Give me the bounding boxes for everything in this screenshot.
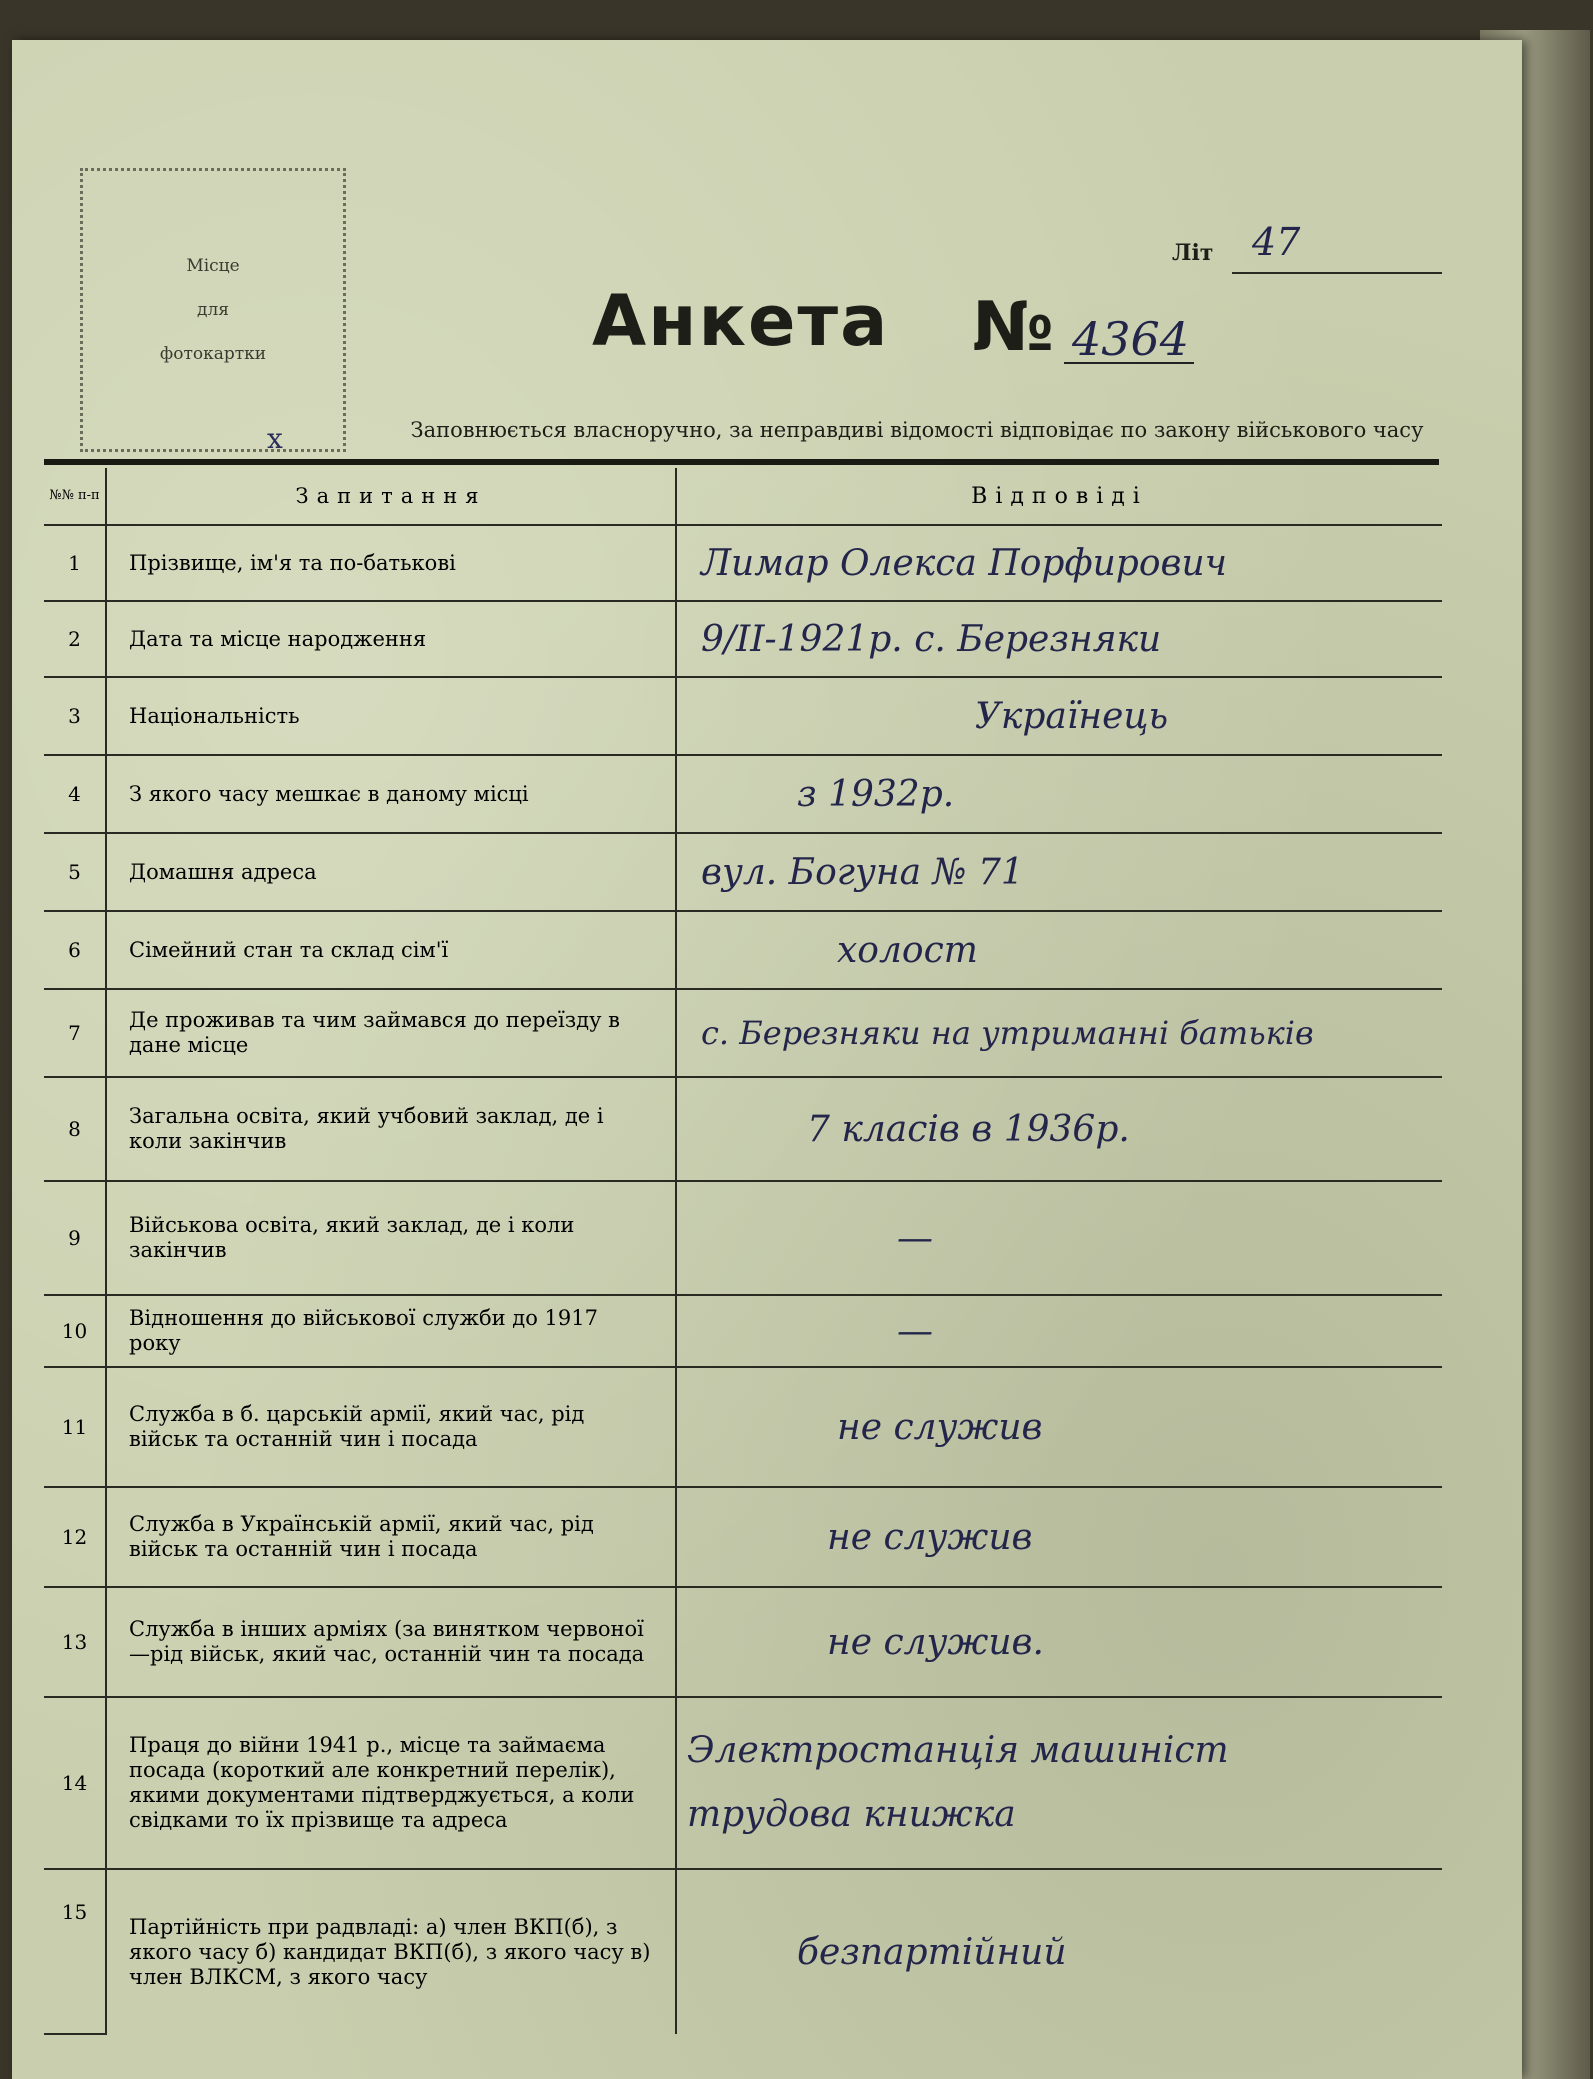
row-number: 2 — [44, 601, 106, 677]
table-row — [44, 1295, 1442, 1367]
form-subtitle: Заповнюється власноручно, за неправдиві відомості відповідає по закону військового часу — [410, 418, 1424, 442]
column-header-answer: Відповіді — [676, 468, 1442, 525]
row-number: 4 — [44, 755, 106, 833]
answer-line: безпартійний — [797, 1931, 1067, 1973]
answer-line: Українець — [974, 695, 1169, 737]
row-number: 7 — [44, 989, 106, 1077]
row-answer — [676, 1367, 1442, 1487]
answer-line: 7 класів в 1936р. — [807, 1108, 1130, 1150]
sheet-number-line — [1232, 272, 1442, 274]
row-answer — [676, 1487, 1442, 1587]
table-row — [44, 1181, 1442, 1295]
row-question: Партійність при радвладі: а) член ВКП(б), з якого часу б) кандидат ВКП(б), з якого часу в) член ВЛКСМ, з якого часу — [106, 1869, 676, 2034]
answer-line: с. Березняки на утриманні батьків — [701, 1014, 1314, 1052]
answer-line: не служив — [827, 1516, 1033, 1558]
table-row — [44, 911, 1442, 989]
row-question: З якого часу мешкає в даному місці — [106, 755, 676, 833]
table-row — [44, 1487, 1442, 1587]
answer-line: з 1932р. — [797, 773, 955, 815]
answer-line: холост — [837, 929, 978, 971]
answer-line: трудова книжка — [687, 1794, 1016, 1835]
table-row — [44, 525, 1442, 601]
row-question: Праця до війни 1941 р., місце та займаєма посада (короткий але конкретний перелік), якими документами підтверджується, а коли свідками то їх прізвище та адреса — [106, 1697, 676, 1869]
row-question: Дата та місце народження — [106, 601, 676, 677]
row-number: 3 — [44, 677, 106, 755]
row-answer — [676, 833, 1442, 911]
row-question: Служба в інших арміях (за винятком червоної—рід військ, який час, останній чин та посада — [106, 1587, 676, 1697]
column-header-number: №№ п-п — [44, 468, 106, 525]
table-row — [44, 1077, 1442, 1181]
row-question: Прізвище, ім'я та по-батькові — [106, 525, 676, 601]
row-number: 9 — [44, 1181, 106, 1295]
row-question: Служба в Українській армії, який час, рід військ та останній чин і посада — [106, 1487, 676, 1587]
row-number: 10 — [44, 1295, 106, 1367]
table-row — [44, 755, 1442, 833]
top-rule — [44, 459, 1439, 465]
table-row — [44, 1697, 1442, 1869]
answer-line: вул. Богуна № 71 — [701, 851, 1024, 893]
table-row — [44, 677, 1442, 755]
answer-line: — — [897, 1310, 933, 1352]
number-sign: № — [972, 288, 1054, 367]
row-number: 13 — [44, 1587, 106, 1697]
row-answer — [676, 601, 1442, 677]
sheet-label: Літ — [1172, 240, 1214, 266]
table-row — [44, 989, 1442, 1077]
photo-box-line-3: фотокартки — [159, 344, 267, 364]
row-number: 5 — [44, 833, 106, 911]
row-question: Служба в б. царській армії, який час, рід військ та останній чин і посада — [106, 1367, 676, 1487]
row-answer — [676, 1697, 1442, 1869]
row-number: 11 — [44, 1367, 106, 1487]
row-answer — [676, 677, 1442, 755]
row-answer — [676, 911, 1442, 989]
photo-box — [80, 168, 346, 452]
table-row — [44, 1869, 1442, 2034]
row-answer — [676, 989, 1442, 1077]
row-question: Відношення до військової служби до 1917 року — [106, 1295, 676, 1367]
answer-line: 9/ІІ-1921р. с. Березняки — [701, 618, 1162, 660]
row-answer — [676, 1077, 1442, 1181]
answer-line: Лимар Олекса Порфирович — [701, 542, 1228, 584]
page-title: Анкета — [592, 280, 890, 362]
answer-line: Электростанція машиніст — [687, 1730, 1229, 1771]
row-question: Військова освіта, який заклад, де і коли закінчив — [106, 1181, 676, 1295]
row-answer — [676, 525, 1442, 601]
row-question: Сімейний стан та склад сім'ї — [106, 911, 676, 989]
answer-line: не служив. — [827, 1621, 1044, 1663]
row-number: 8 — [44, 1077, 106, 1181]
row-number: 14 — [44, 1697, 106, 1869]
row-number: 6 — [44, 911, 106, 989]
row-number: 12 — [44, 1487, 106, 1587]
row-question: Домашня адреса — [106, 833, 676, 911]
photo-box-line-2: для — [197, 300, 229, 320]
table-header-row — [44, 468, 1442, 525]
row-number: 1 — [44, 525, 106, 601]
form-number-line — [1064, 362, 1194, 364]
table-row — [44, 601, 1442, 677]
table-row — [44, 833, 1442, 911]
sheet-number: 47 — [1252, 220, 1301, 264]
table-row — [44, 1587, 1442, 1697]
answer-line: — — [897, 1217, 933, 1259]
column-header-question: Запитання — [106, 468, 676, 525]
table-row — [44, 1367, 1442, 1487]
row-answer — [676, 1869, 1442, 2034]
row-answer — [676, 1181, 1442, 1295]
row-answer — [676, 1587, 1442, 1697]
row-question: Де проживав та чим займався до переїзду в дане місце — [106, 989, 676, 1077]
row-answer — [676, 755, 1442, 833]
form-number: 4364 — [1072, 312, 1190, 366]
row-question: Загальна освіта, який учбовий заклад, де і коли закінчив — [106, 1077, 676, 1181]
row-answer — [676, 1295, 1442, 1367]
questionnaire-table — [44, 468, 1442, 2035]
row-number: 15 — [44, 1869, 106, 2034]
row-question: Національність — [106, 677, 676, 755]
photo-mark: х — [267, 422, 283, 455]
answer-line: не служив — [837, 1406, 1043, 1448]
photo-box-line-1: Місце — [186, 256, 240, 276]
